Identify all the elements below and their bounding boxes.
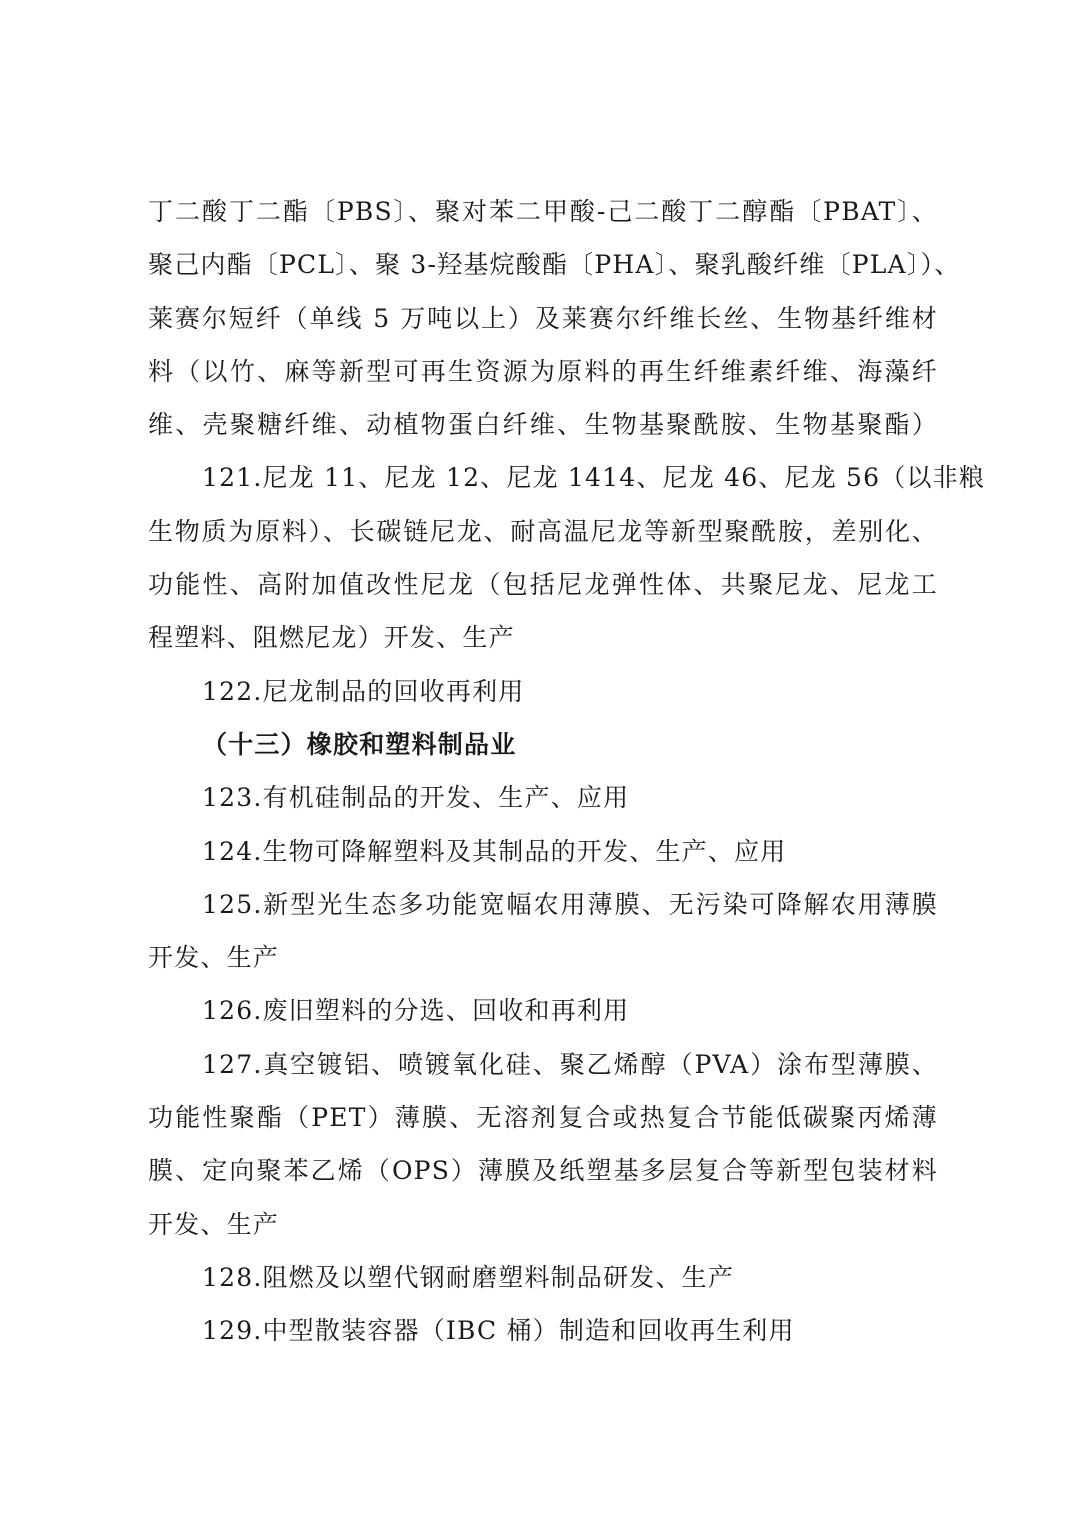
text-line: 聚己内酯〔PCL〕、聚 3-羟基烷酸酯〔PHA〕、聚乳酸纤维〔PLA〕）、 (148, 250, 961, 280)
text-line: 功能性聚酯（PET）薄膜、无溶剂复合或热复合节能低碳聚丙烯薄 (148, 1103, 938, 1133)
text-line: 丁二酸丁二酯〔PBS〕、聚对苯二甲酸-己二酸丁二醇酯〔PBAT〕、 (148, 197, 938, 226)
item-127-line: 127.真空镀铝、喷镀氧化硅、聚乙烯醇（PVA）涂布型薄膜、 (202, 1049, 938, 1079)
item-123-line: 123.有机硅制品的开发、生产、应用 (202, 783, 630, 813)
text-line: 维、壳聚糖纤维、动植物蛋白纤维、生物基聚酰胺、生物基聚酯） (148, 410, 938, 440)
item-125-line: 125.新型光生态多功能宽幅农用薄膜、无污染可降解农用薄膜 (202, 889, 938, 919)
item-122-line: 122.尼龙制品的回收再利用 (202, 676, 525, 706)
text-line: 程塑料、阻燃尼龙）开发、生产 (148, 623, 515, 653)
document-body (148, 185, 986, 1358)
text-line: 功能性、高附加值改性尼龙（包括尼龙弹性体、共聚尼龙、尼龙工 (148, 570, 938, 600)
text-line: 莱赛尔短纤（单线 5 万吨以上）及莱赛尔纤维长丝、生物基纤维材 (148, 303, 938, 333)
item-129-line: 129.中型散装容器（IBC 桶）制造和回收再生利用 (202, 1316, 795, 1346)
item-126-line: 126.废旧塑料的分选、回收和再利用 (202, 996, 630, 1026)
item-121-line: 121.尼龙 11、尼龙 12、尼龙 1414、尼龙 46、尼龙 56（以非粮 (202, 463, 986, 493)
section-heading: （十三）橡胶和塑料制品业 (202, 729, 517, 759)
text-line: 开发、生产 (148, 1209, 280, 1239)
text-line: 开发、生产 (148, 943, 280, 973)
item-124-line: 124.生物可降解塑料及其制品的开发、生产、应用 (202, 836, 787, 866)
text-line: 膜、定向聚苯乙烯（OPS）薄膜及纸塑基多层复合等新型包装材料 (148, 1156, 938, 1186)
text-line: 料（以竹、麻等新型可再生资源为原料的再生纤维素纤维、海藻纤 (148, 356, 938, 386)
text-line: 生物质为原料）、长碳链尼龙、耐高温尼龙等新型聚酰胺，差别化、 (148, 516, 938, 546)
item-128-line: 128.阻燃及以塑代钢耐磨塑料制品研发、生产 (202, 1262, 735, 1292)
